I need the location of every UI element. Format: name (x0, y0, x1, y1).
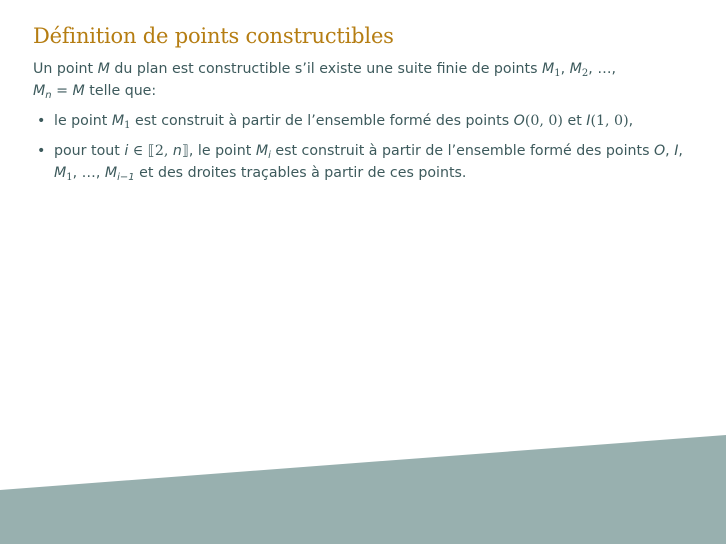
slide-title: Définition de points constructibles (33, 24, 394, 48)
b2-var-i-point: I (674, 143, 679, 159)
bullet-marker: • (37, 113, 46, 129)
b2-sub-1: 1 (66, 172, 73, 183)
b1-sub-1: 1 (124, 120, 131, 131)
intro-text-3: telle que: (84, 83, 157, 99)
intro-comma-2: , …, (588, 61, 617, 77)
b2-var-m1: M (54, 165, 67, 181)
b1-text-1: le point (54, 113, 112, 129)
b1-var-i: I (586, 113, 591, 129)
bullet-marker: • (37, 143, 46, 159)
intro-var-m: M (97, 61, 110, 77)
b2-in-interval: ∈ ⟦2, (128, 143, 173, 159)
b2-var-mi: M (255, 143, 269, 159)
b1-text-2: est construit à partir de l’ensemble formé des points (130, 113, 514, 129)
intro-sub-2: 2 (581, 68, 589, 79)
b2-sub-im1: i−1 (117, 172, 135, 183)
intro-text-2: du plan est constructible s’il existe une suite finie de points (109, 61, 543, 77)
b1-i-coords: (1, 0) (590, 113, 629, 129)
footer-band (0, 435, 726, 544)
intro-text-1: Un point (33, 61, 98, 77)
b2-text-3: est construit à partir de l’ensemble formé des points (270, 143, 654, 159)
b2-text-2: , le point (188, 143, 256, 159)
b2-var-mim1: M (104, 165, 118, 181)
intro-comma-1: , (560, 61, 570, 77)
b1-var-o: O (513, 113, 525, 129)
b2-text-4: et des droites traçables à partir de ces points. (134, 165, 467, 181)
intro-var-m3: M (72, 83, 85, 99)
intro-sub-n: n (45, 90, 52, 101)
b2-var-n: n (172, 143, 182, 159)
b2-comma-2: , (678, 143, 683, 159)
b2-comma-1: , (665, 143, 675, 159)
intro-sub-1: 1 (554, 68, 561, 79)
b2-var-o: O (653, 143, 666, 159)
b2-comma-3: , …, (72, 165, 105, 181)
b2-text-1: pour tout (54, 143, 125, 159)
b1-et: et (562, 113, 587, 129)
b2-var-i: i (124, 143, 129, 159)
b1-o-coords: (0, 0) (524, 113, 563, 129)
b2-sub-i: i (268, 150, 271, 161)
b2-interval-close: ⟧ (181, 143, 189, 159)
intro-equals: = (51, 83, 73, 99)
b1-var-m: M (111, 113, 125, 129)
intro-var-m2: M (569, 61, 582, 77)
intro-var-mn: M (33, 83, 46, 99)
b1-end: , (628, 113, 634, 129)
intro-var-m1: M (542, 61, 555, 77)
